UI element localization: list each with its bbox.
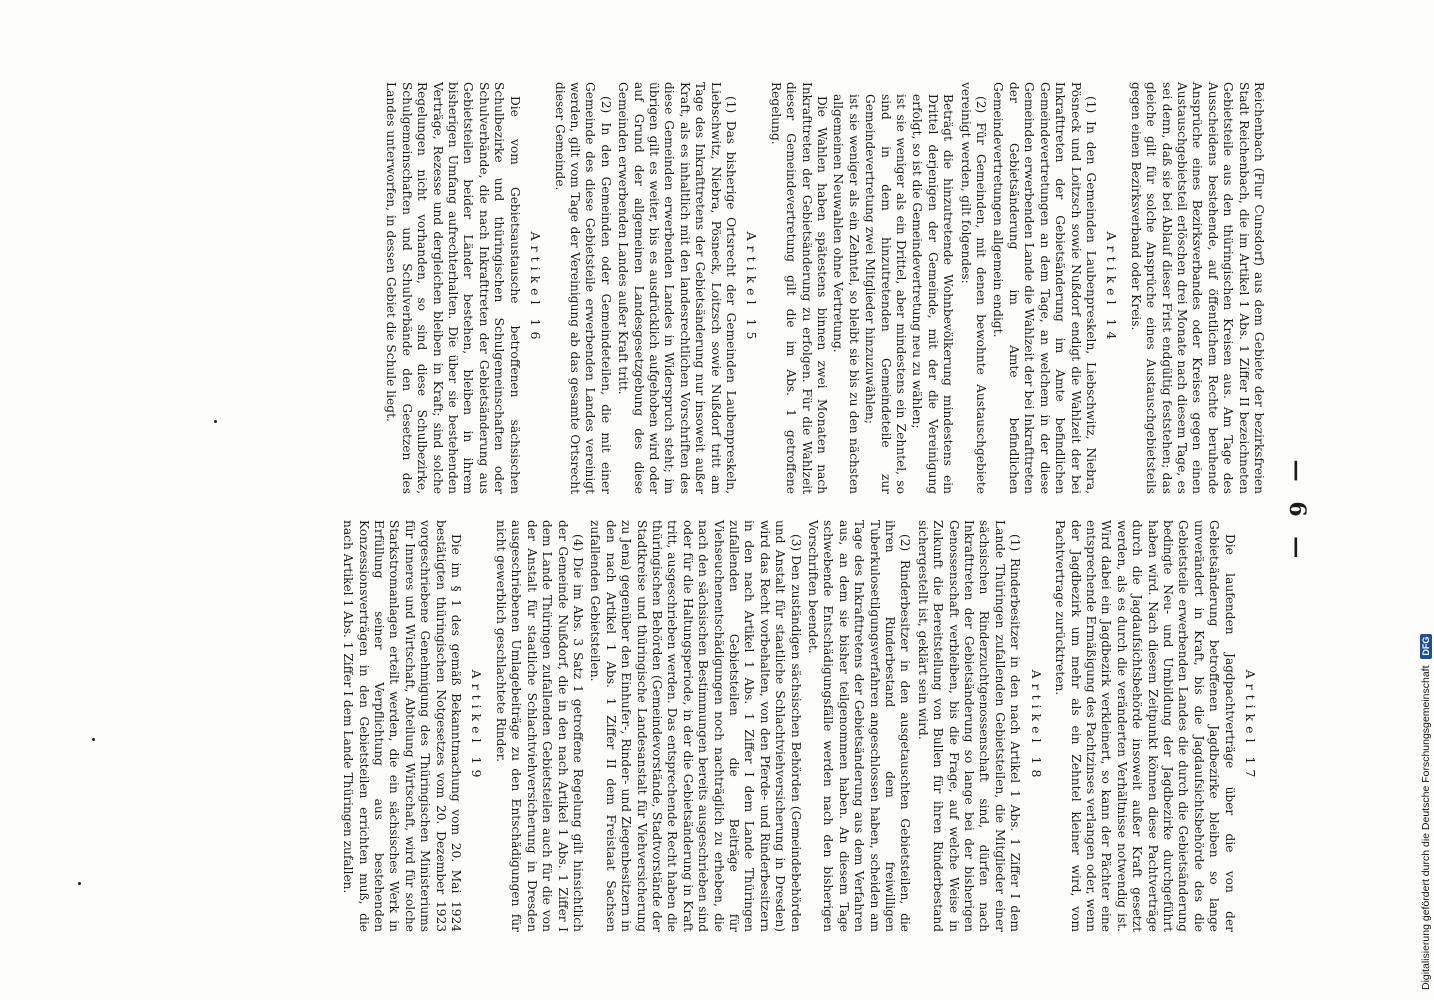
scan-speck <box>92 738 95 741</box>
article-15-paragraph-1: (1) Das bisherige Ortsrecht der Gemeinden Laubenpreskeln, Liebschwitz, Niebra, Pösneck, Loitzsch sowie Nußdorf tritt am Tage des Inkrafttretens der Gebietsänderung nur insoweit außer Kraft, als es inhaltlich mit den landesrechtlichen Vorschriften des diese Gemeinden erwerbenden Landes in Widerspruch steht; im übrigen gilt es weiter, bis es ausdrücklich aufgehoben wird oder auf Grund der allgemeinen Landesgesetzgebung des diese Gemeinden erwerbenden Landes außer Kraft tritt. <box>616 82 738 494</box>
article-17-paragraph-1: Die laufenden Jagdpachtverträge über die von der Gebietsänderung betroffenen Jagdbezirke bleiben so lange unverändert in Kraft, bis die Jagdaufsichtsbehörde des die Gebietsteile erwerbenden Landes die durch die Gebietsänderung bedingte Neu- und Umbildung der Jagdbezirke durchgeführt haben wird. Nach diesem Zeitpunkt können diese Pachtverträge durch die Jagdaufsichtsbehörde insoweit außer Kraft gesetzt werden, als es durch die veränderten Verhältnisse notwendig ist. Wird dabei ein Jagdbezirk verkleinert, so kann der Pächter eine entsprechende Ermäßigung des Pachtzinses verlangen oder, wenn der Jagdbezirk um mehr als ein Zehntel kleiner wird, vom Pachtvertrage zurücktreten. <box>1053 520 1237 932</box>
article-16-title: Artikel 16 <box>528 231 544 345</box>
article-18-paragraph-3: (3) Den zuständigen sächsischen Behörden (Gemeindebehörden und Anstalt für staatliche Schlachtviehversicherung in Dresden) wird das Recht vorbehalten, von den Pferde- und Rinderbesitzern in den nach Artikel 1 Abs. 1 Ziffer I dem Lande Thüringen zufallenden Gebietsteilen die Beiträge für Viehseuchenentschädigungen noch nachträglich zu erheben, die nach den sächsischen Bestimmungen bereits ausgeschrieben sind oder für die Haltungsperiode, in der die Gebietsänderung in Kraft tritt, ausgeschrieben werden. Das entsprechende Recht haben die thüringischen Behörden (Gemeindevorstände, Stadtvorstände der Stadtkreise und thüringische Landesanstalt für Viehversicherung zu Jena) gegenüber den Einhufer-, Rinder- und Ziegenbesitzern in den nach Artikel 1 Abs. 1 Ziffer II dem Freistaat Sachsen zufallenden Gebietsteilen. <box>588 520 803 932</box>
rotated-content <box>150 82 1310 942</box>
page-number: — 6 — <box>1284 459 1310 565</box>
article-18-paragraph-2: (2) Rinderbesitzer in den ausgetauschten Gebietsteilen, die ihren Rinderbestand dem freiwilligen Tuberkulosetilgungsverfahren angeschlossen haben, scheiden am Tage des Inkrafttretens der Gebietsänderung aus dem Verfahren aus, an dem sie bisher teilgenommen haben. An diesem Tage schwebende Entschädigungsfälle werden nach den bisherigen Vorschriften beendet. <box>806 520 913 932</box>
right-column <box>338 520 1266 932</box>
article-14-item-3: ist sie weniger als ein Zehntel, so bleibt sie bis zu den nächsten allgemeinen Neuwahlen ohne Vertretung. <box>831 94 861 494</box>
article-19-paragraph-1: Die im § 1 des gemäß Bekanntmachung vom 20. Mai 1924 bestätigten thüringischen Notgesetzes vom 20. Dezember 1923 vorgeschriebene Genehmigung des Thüringischen Ministeriums für Inneres und Wirtschaft, Abteilung Wirtschaft, wird für solche Starkstromanlagen erteilt werden, die ein sächsisches Werk in Erfüllung seiner Verpflichtung aus bestehenden Konzessionsverträgen in den Gebietsteilen errichten muß, die nach Artikel 1 Abs. 1 Ziffer I dem Lande Thüringen zufallen. <box>341 520 464 932</box>
article-18-paragraph-1: (1) Rinderbesitzer in den nach Artikel 1 Abs. 1 Ziffer I dem Lande Thüringen zufallenden Gebietsteilen, die Mitglieder einer sächsischen Rinderzuchtgenossenschaft sind, dürfen nach Inkrafttreten der Gebietsänderung so lange bei der bisherigen Genossenschaft verbleiben, bis die Frage, auf welche Weise in Zukunft die Bereitstellung von Bullen für ihren Rinderbestand sichergestellt ist, geklärt sein wird. <box>915 520 1023 932</box>
left-column <box>381 82 1266 494</box>
scan-speck <box>214 420 217 423</box>
article-18-paragraph-4: (4) Die im Abs. 3 Satz 1 getroffene Regelung gilt hinsichtlich der Gemeinde Nußdorf, die in den nach Artikel 1 Abs. 1 Ziffer I dem Lande Thüringen zufallenden Gebietsteilen auch für die von der Anstalt für staatliche Schlachtviehversicherung in Dresden ausgeschriebenen Umlagebeiträge zu den Entschädigungen für nicht gewerblich geschlachtete Rinder. <box>493 520 585 932</box>
article-15-paragraph-2: (2) In den Gemeinden oder Gemeindeteilen, die mit einer Gemeinde des diese Gebietsteile erwerbenden Landes vereinigt werden, gilt vom Tage der Vereinigung ab das gesamte Ortsrecht dieser Gemeinde. <box>552 82 613 494</box>
article-18-title: Artikel 18 <box>1028 669 1044 783</box>
article-15-title: Artikel 15 <box>744 231 760 345</box>
dfg-logo: DFG <box>1420 634 1432 659</box>
article-14-item-1: Beträgt die hinzutretende Wohnbevölkerung mindestens ein Drittel derjenigen der Gemeinde, mit der die Vereinigung erfolgt, so ist die Gemeindevertretung neu zu wählen; <box>910 94 956 494</box>
article-19-title: Artikel 19 <box>469 669 485 783</box>
article-14-item-2: ist sie weniger als ein Drittel, aber mindestens ein Zehntel, so sind in dem hinzutretenden Gemeindeteile zur Gemeindevertretung zwei Mitglieder hinzuzuwählen; <box>863 94 909 494</box>
article-14-title: Artikel 14 <box>1104 231 1120 345</box>
scan-speck <box>78 882 81 885</box>
article-16-paragraph-1: Die vom Gebietsaustausche betroffenen sächsischen Schulbezirke und thüringischen Schulgemeinschaften oder Schulverbände, die nach Inkrafttreten der Gebietsänderung aus Gebietsteilen beider Länder bestehen, bleiben in ihrem bisherigen Umfang aufrechterhalten. Die über sie bestehenden Verträge, Rezesse und dergleichen bleiben in Kraft; sind solche Regelungen nicht vorhanden, so sind diese Schulbezirke, Schulgemeinschaften und Schulverbände den Gesetzen des Landes unterworfen, in dessen Gebiet die Schule liegt. <box>384 82 522 494</box>
article-14-paragraph-3: Die Wahlen haben spätestens binnen zwei Monaten nach Inkrafttreten der Gebietsänderung zu erfolgen. Für die Wahlzeit dieser Gemeindevertretung gilt die im Abs. 1 getroffene Regelung. <box>768 82 830 494</box>
digitization-credit <box>1420 10 1432 990</box>
intro-paragraph: Reichenbach (Flur Cunsdorf) aus dem Gebiete der bezirksfreien Stadt Reichenbach, die im Artikel 1 Abs. 1 Ziffer II bezeichneten Gebietsteile aus den thüringischen Kreisen aus. Am Tage des Ausscheidens bestehende, auf öffentlichem Rechte beruhende Ansprüche eines Bezirksverbandes oder Kreises gegen einen Austauschgebietsteil erlöschen drei Monate nach diesem Tage, es sei denn, daß sie bei Ablauf dieser Frist endgültig feststehen; das gleiche gilt für solche Ansprüche eines Austauschgebietsteils gegen einen Bezirksverband oder Kreis. <box>1128 82 1266 494</box>
article-14-list <box>830 82 955 494</box>
article-17-title: Artikel 17 <box>1243 669 1258 783</box>
article-14-paragraph-2: (2) Für Gemeinden, mit denen bewohnte Austauschgebiete vereinigt werden, gilt folgendes: <box>958 82 989 494</box>
credit-text: Digitalisierung gefördert durch die Deutsche Forschungsgemeinschaft <box>1420 665 1432 990</box>
article-14-paragraph-1: (1) In den Gemeinden Laubenpreskeln, Liebschwitz, Niebra, Pösneck und Loitzsch sowie Nußdorf endigt die Wahlzeit der bei Inkrafttreten der Gebietsänderung im Amte befindlichen Gemeindevertretungen an dem Tage, an welchem in der diese Gemeinden erwerbenden Lande die Wahlzeit der bei Inkrafttreten der Gebietsänderung im Amte befindlichen Gemeindevertretungen allgemein endigt. <box>991 82 1098 494</box>
